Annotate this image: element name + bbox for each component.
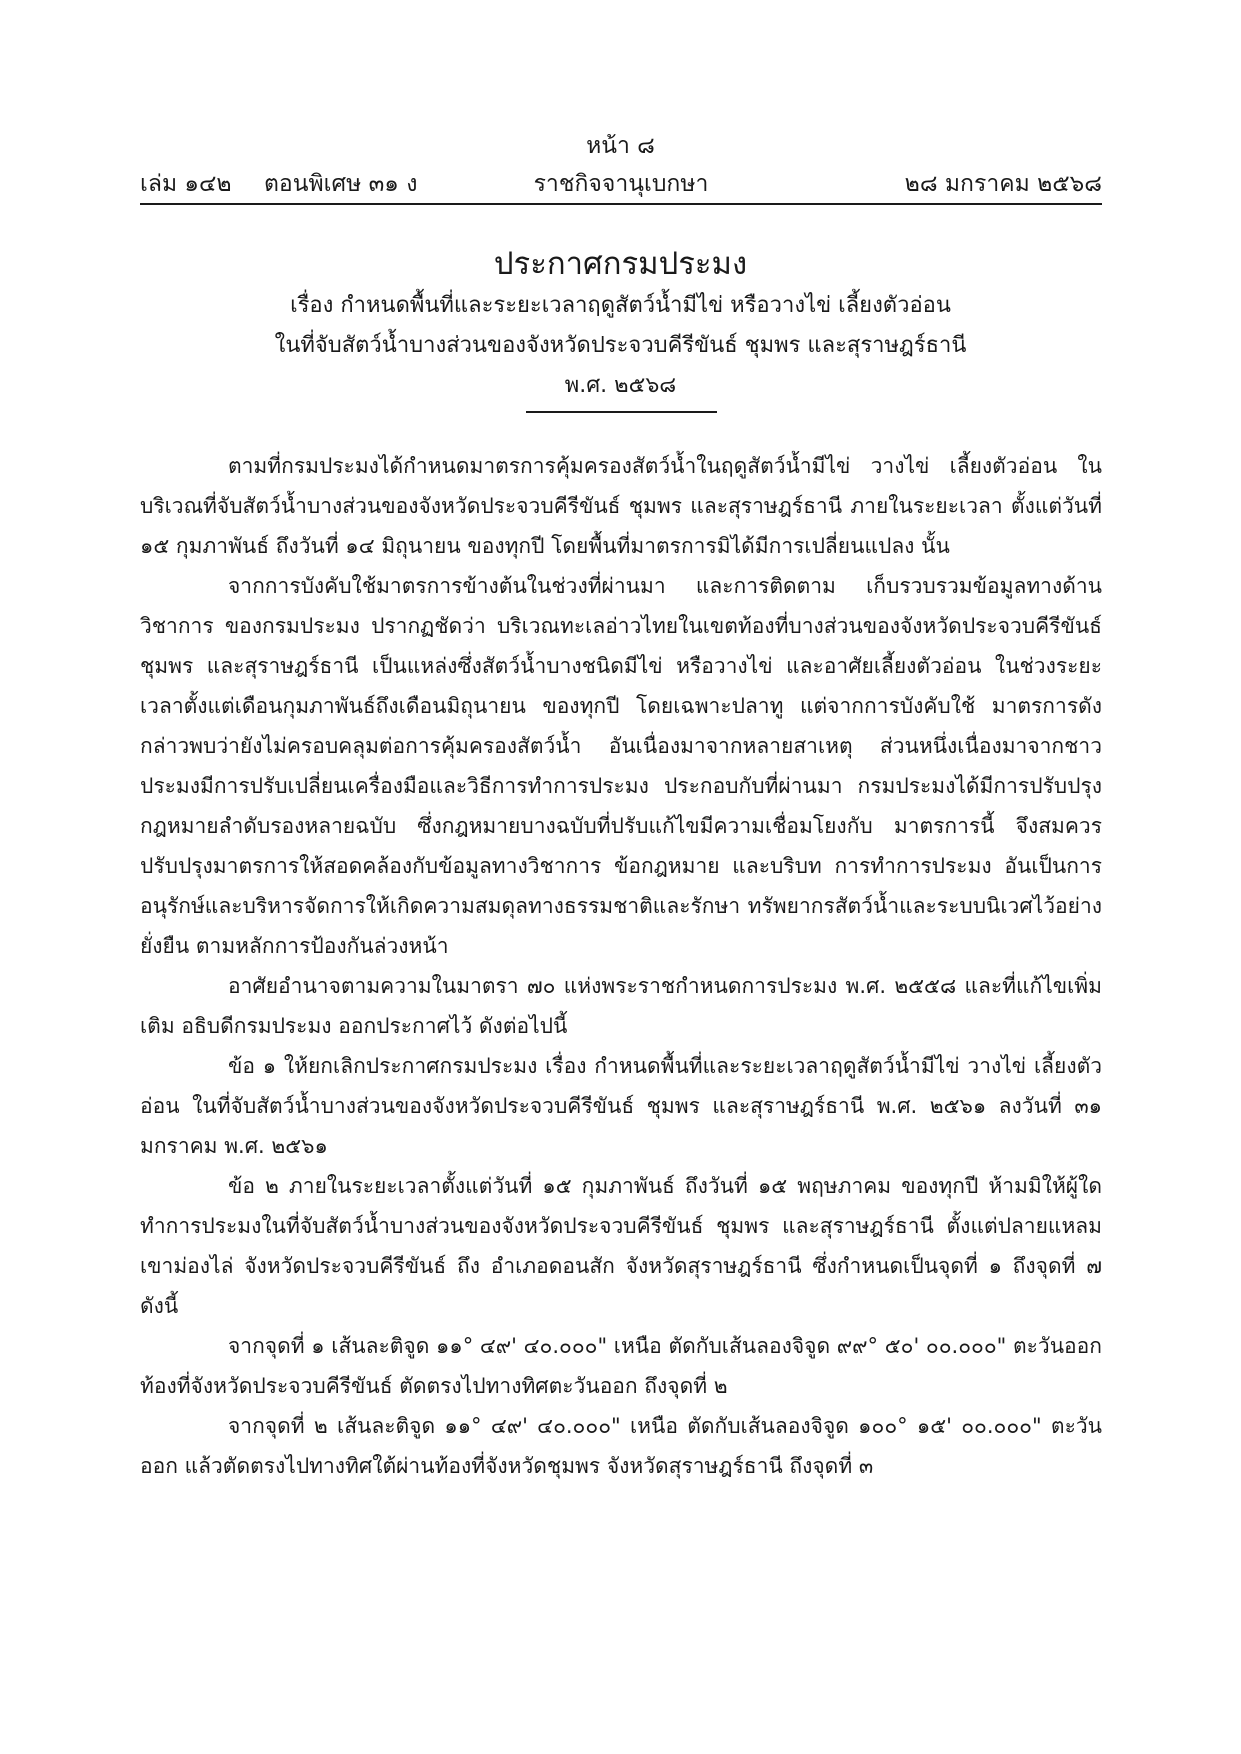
issue-label: ตอนพิเศษ ๓๑ ง <box>264 171 418 197</box>
gazette-name: ราชกิจจานุเบกษา <box>533 171 709 197</box>
subject-line: เรื่อง กำหนดพื้นที่และระยะเวลาฤดูสัตว์น้ำมีไข่ หรือวางไข่ เลี้ยงตัวอ่อน <box>290 293 951 318</box>
boundary-point-2: จากจุดที่ ๒ เส้นละติจูด ๑๑° ๔๙' ๔๐.๐๐๐" เหนือ ตัดกับเส้นลองจิจูด ๑๐๐° ๑๕' ๐๐.๐๐๐" ตะวันออก แล้วตัดตรงไปทางทิศใต้ผ่านท้องที่จังหวัดชุมพร จังหวัดสุราษฎร์ธานี ถึงจุดที่ ๓ <box>140 1414 1102 1478</box>
subject-year: พ.ศ. ๒๕๖๘ <box>564 373 677 398</box>
volume-label: เล่ม ๑๔๒ <box>140 171 232 197</box>
document-body <box>140 446 1102 1486</box>
subject-line: ในที่จับสัตว์น้ำบางส่วนของจังหวัดประจวบคีรีขันธ์ ชุมพร และสุราษฎร์ธานี <box>274 333 967 358</box>
clause-2: ข้อ ๒ ภายในระยะเวลาตั้งแต่วันที่ ๑๕ กุมภาพันธ์ ถึงวันที่ ๑๕ พฤษภาคม ของทุกปี ห้ามมิให้ผู้ใดทำการประมงในที่จับสัตว์น้ำบางส่วนของจังหวัดประจวบคีรีขันธ์ ชุมพร และสุราษฎร์ธานี ตั้งแต่ปลายแหลมเขาม่องไล่ จังหวัดประจวบคีรีขันธ์ ถึง อำเภอดอนสัก จังหวัดสุราษฎร์ธานี ซึ่งกำหนดเป็นจุดที่ ๑ ถึงจุดที่ ๗ ดังนี้ <box>140 1174 1102 1318</box>
body-paragraph: จากการบังคับใช้มาตรการข้างต้นในช่วงที่ผ่านมา และการติดตาม เก็บรวบรวมข้อมูลทางด้านวิชาการ ของกรมประมง ปรากฏชัดว่า บริเวณทะเลอ่าวไทยในเขตท้องที่บางส่วนของจังหวัดประจวบคีรีขันธ์ ชุมพร และสุราษฎร์ธานี เป็นแหล่งซึ่งสัตว์น้ำบางชนิดมีไข่ หรือวางไข่ และอาศัยเลี้ยงตัวอ่อน ในช่วงระยะเวลาตั้งแต่เดือนกุมภาพันธ์ถึงเดือนมิถุนายน ของทุกปี โดยเฉพาะปลาทู แต่จากการบังคับใช้ มาตรการดังกล่าวพบว่ายังไม่ครอบคลุมต่อการคุ้มครองสัตว์น้ำ อันเนื่องมาจากหลายสาเหตุ ส่วนหนึ่งเนื่องมาจากชาวประมงมีการปรับเปลี่ยนเครื่องมือและวิธีการทำการประมง ประกอบกับที่ผ่านมา กรมประมงได้มีการปรับปรุงกฎหมายลำดับรองหลายฉบับ ซึ่งกฎหมายบางฉบับที่ปรับแก้ไขมีความเชื่อมโยงกับ มาตรการนี้ จึงสมควรปรับปรุงมาตรการให้สอดคล้องกับข้อมูลทางวิชาการ ข้อกฎหมาย และบริบท การทำการประมง อันเป็นการอนุรักษ์และบริหารจัดการให้เกิดความสมดุลทางธรรมชาติและรักษา ทรัพยากรสัตว์น้ำและระบบนิเวศไว้อย่างยั่งยืน ตามหลักการป้องกันล่วงหน้า <box>140 574 1102 958</box>
boundary-point-1: จากจุดที่ ๑ เส้นละติจูด ๑๑° ๔๙' ๔๐.๐๐๐" เหนือ ตัดกับเส้นลองจิจูด ๙๙° ๕๐' ๐๐.๐๐๐" ตะวันออก ท้องที่จังหวัดประจวบคีรีขันธ์ ตัดตรงไปทางทิศตะวันออก ถึงจุดที่ ๒ <box>140 1334 1102 1398</box>
body-paragraph: ตามที่กรมประมงได้กำหนดมาตรการคุ้มครองสัตว์น้ำในฤดูสัตว์น้ำมีไข่ วางไข่ เลี้ยงตัวอ่อน ในบริเวณที่จับสัตว์น้ำบางส่วนของจังหวัดประจวบคีรีขันธ์ ชุมพร และสุราษฎร์ธานี ภายในระยะเวลา ตั้งแต่วันที่ ๑๕ กุมภาพันธ์ ถึงวันที่ ๑๔ มิถุนายน ของทุกปี โดยพื้นที่มาตรการมิได้มีการเปลี่ยนแปลง นั้น <box>140 454 1102 558</box>
document-title: ประกาศกรมประมง <box>493 246 748 282</box>
title-divider <box>526 411 717 413</box>
clause-1: ข้อ ๑ ให้ยกเลิกประกาศกรมประมง เรื่อง กำหนดพื้นที่และระยะเวลาฤดูสัตว์น้ำมีไข่ วางไข่ เลี้ยงตัวอ่อน ในที่จับสัตว์น้ำบางส่วนของจังหวัดประจวบคีรีขันธ์ ชุมพร และสุราษฎร์ธานี พ.ศ. ๒๕๖๑ ลงวันที่ ๓๑ มกราคม พ.ศ. ๒๕๖๑ <box>140 1054 1103 1158</box>
subject-block <box>0 286 1241 406</box>
publication-date: ๒๘ มกราคม ๒๕๖๘ <box>904 171 1102 197</box>
page-number: หน้า ๘ <box>586 133 655 159</box>
body-paragraph: อาศัยอำนาจตามความในมาตรา ๗๐ แห่งพระราชกำหนดการประมง พ.ศ. ๒๕๕๘ และที่แก้ไขเพิ่มเติม อธิบดีกรมประมง ออกประกาศไว้ ดังต่อไปนี้ <box>140 974 1102 1038</box>
header-divider <box>140 203 1102 205</box>
gazette-header <box>140 166 1102 202</box>
